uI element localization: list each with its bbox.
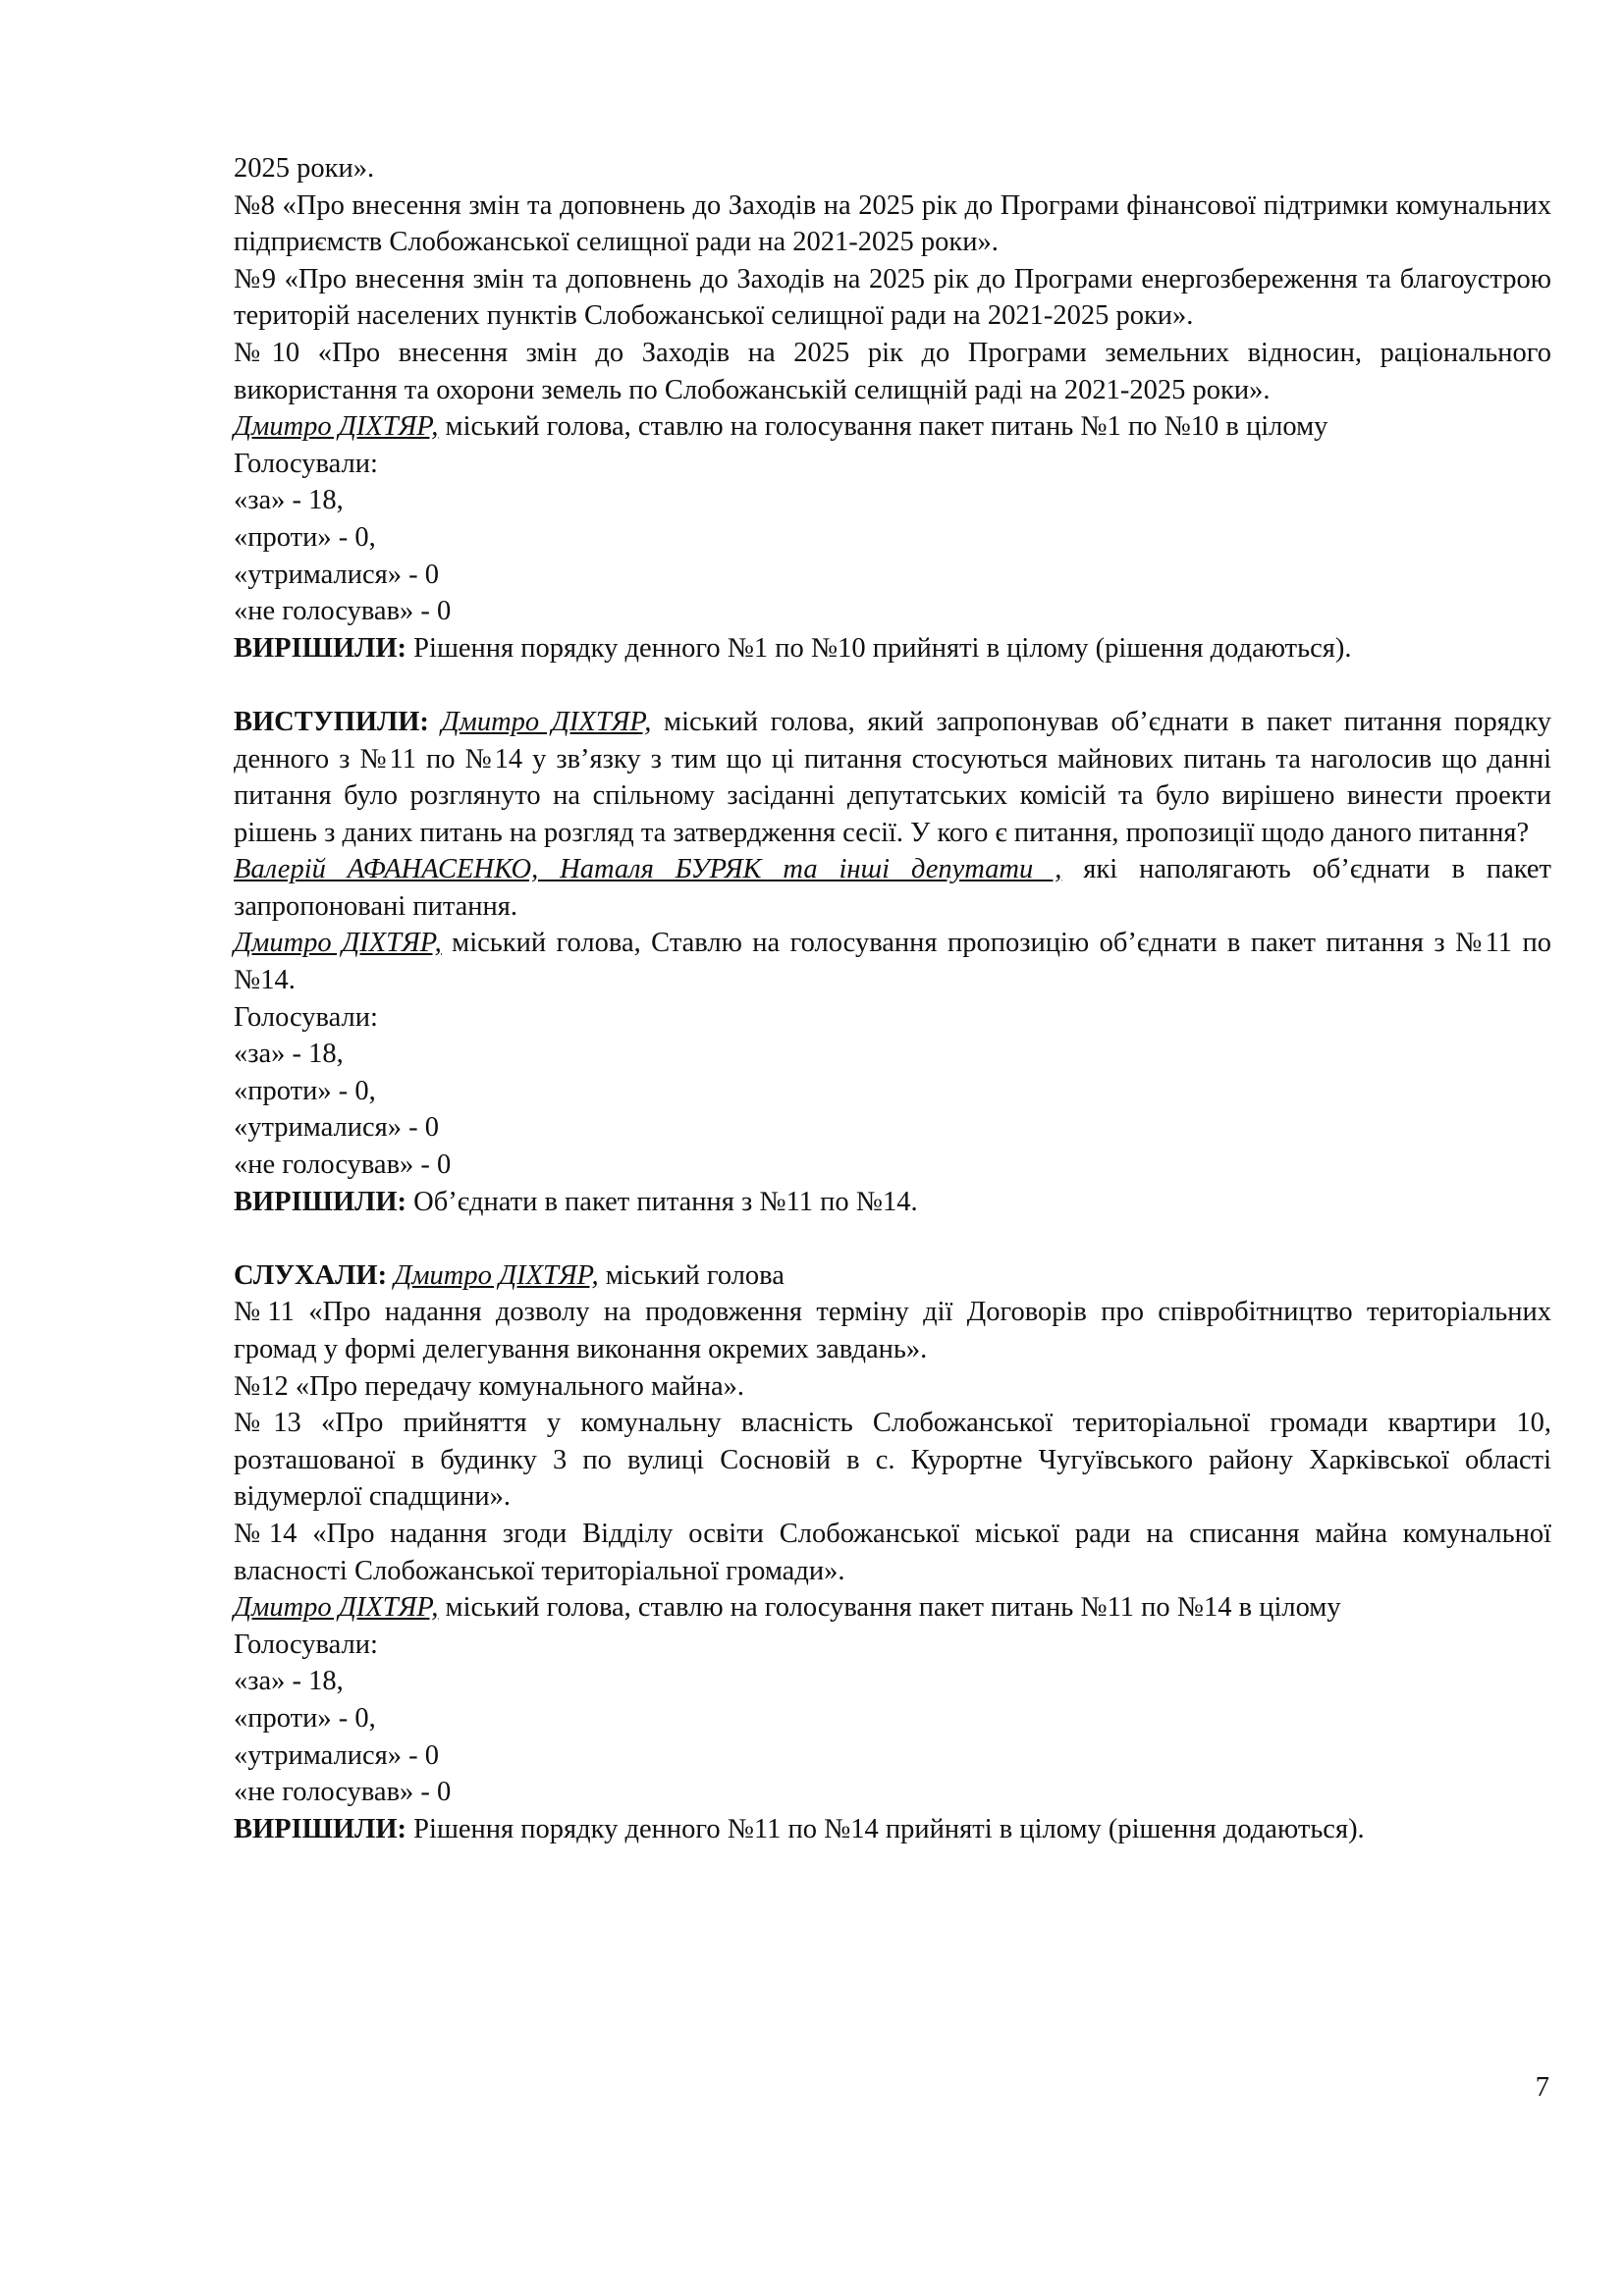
speaker-name: Дмитро ДІХТЯР, <box>234 928 442 959</box>
agenda-item-14: №14 «Про надання згоди Відділу освіти Слобожанської міської ради на списання майна комунальної власності Слобожанської територіальної громади». <box>234 1518 1551 1586</box>
vote-abstained: «утрималися» - 0 <box>234 1112 440 1144</box>
voted-label: Голосували: <box>234 448 378 479</box>
decided-text: Рішення порядку денного №1 по №10 прийняті в цілому (рішення додаються). <box>406 632 1352 664</box>
decided-text: Об’єднати в пакет питання з №11 по №14. <box>406 1186 918 1217</box>
agenda-item-13: №13 «Про прийняття у комунальну власність Слобожанської територіальної громади квартири 10, розташованої в будинку 3 по вулиці Сосновій в с. Курортне Чугуївського району Харківської області відумерлої спадщини». <box>234 1408 1551 1513</box>
voted-label: Голосували: <box>234 1001 378 1033</box>
speeches-label: ВИСТУПИЛИ: <box>234 706 429 737</box>
speech-text: міський голова, ставлю на голосування пакет питань №11 по №14 в цілому <box>438 1592 1341 1624</box>
speaker-name: Дмитро ДІХТЯР, <box>441 706 652 737</box>
vote-call-2 <box>234 925 1551 998</box>
speech-text: міський голова, ставлю на голосування пакет питань №1 по №10 в цілому <box>438 411 1328 443</box>
deputies-names: Валерій АФАНАСЕНКО, Наталя БУРЯК та інші депутати , <box>234 854 1062 885</box>
vote-abstained: «утрималися» - 0 <box>234 1739 440 1771</box>
speeches-paragraph <box>234 704 1551 851</box>
vote-against: «проти» - 0, <box>234 1702 376 1734</box>
decided-label: ВИРІШИЛИ: <box>234 1186 407 1217</box>
agenda-item-10: №10 «Про внесення змін до Заходів на 2025 рік до Програми земельних відносин, раціонального використання та охорони земель по Слобожанській селищній раді на 2021-2025 роки». <box>234 337 1551 405</box>
deputies-text: які наполягають об’єднати в пакет запропоновані питання. <box>234 854 1551 922</box>
vote-for: «за» - 18, <box>234 1039 344 1070</box>
speaker-name: Дмитро ДІХТЯР, <box>234 411 439 443</box>
vote-for: «за» - 18, <box>234 1666 344 1697</box>
vote-against: «проти» - 0, <box>234 521 376 553</box>
vote-not-voted: «не голосував» - 0 <box>234 1777 452 1808</box>
speaker-role: міський голова <box>598 1259 785 1291</box>
decided-label: ВИРІШИЛИ: <box>234 632 407 664</box>
speaker-name: Дмитро ДІХТЯР, <box>234 1592 439 1624</box>
agenda-item-9: №9 «Про внесення змін та доповнень до Заходів на 2025 рік до Програми енергозбереження та благоустрою територій населених пунктів Слобожанської селищної ради на 2021-2025 роки». <box>234 263 1551 332</box>
decision-3 <box>234 1811 1551 1848</box>
speech-text: міський голова, який запропонував об’єднати в пакет питання порядку денного з №11 по №14 у зв’язку з тим що ці питання стосуються майнових питань та наголосив що данні питання було розглянуто на спільному засіданні депутатських комісій та було вирішено винести проекти рішень з даних питань на розгляд та затвердження сесії. У кого є питання, пропозиції щодо даного питання? <box>234 706 1552 848</box>
spacer <box>234 1220 1551 1257</box>
vote-abstained: «утрималися» - 0 <box>234 559 440 590</box>
voted-label: Голосували: <box>234 1629 378 1660</box>
vote-for: «за» - 18, <box>234 485 344 516</box>
speaker-name: Дмитро ДІХТЯР, <box>394 1259 599 1291</box>
heard-paragraph <box>234 1257 1551 1295</box>
spacer <box>234 667 1551 704</box>
vote-not-voted: «не голосував» - 0 <box>234 596 452 627</box>
vote-call-3 <box>234 1589 1551 1627</box>
agenda-tail: 2025 роки». <box>234 153 375 184</box>
decision-1 <box>234 630 1551 667</box>
heard-label: СЛУХАЛИ: <box>234 1259 388 1291</box>
vote-call-1 <box>234 408 1551 446</box>
vote-not-voted: «не голосував» - 0 <box>234 1149 452 1181</box>
document-page <box>234 150 1551 1847</box>
vote-against: «проти» - 0, <box>234 1075 376 1106</box>
speech-text: міський голова, Ставлю на голосування пропозицію об’єднати в пакет питання з №11 по №14. <box>234 928 1551 996</box>
decided-text: Рішення порядку денного №11 по №14 прийняті в цілому (рішення додаються). <box>406 1813 1365 1844</box>
deputies-paragraph <box>234 851 1551 925</box>
decision-2 <box>234 1184 1551 1221</box>
agenda-item-8: №8 «Про внесення змін та доповнень до Заходів на 2025 рік до Програми фінансової підтримки комунальних підприємств Слобожанської селищної ради на 2021-2025 роки». <box>234 189 1551 258</box>
agenda-item-11: №11 «Про надання дозволу на продовження терміну дії Договорів про співробітництво територіальних громад у формі делегування виконання окремих завдань». <box>234 1297 1551 1364</box>
page-number: 7 <box>1535 2072 1549 2103</box>
agenda-item-12: №12 «Про передачу комунального майна». <box>234 1370 745 1402</box>
decided-label: ВИРІШИЛИ: <box>234 1813 407 1844</box>
